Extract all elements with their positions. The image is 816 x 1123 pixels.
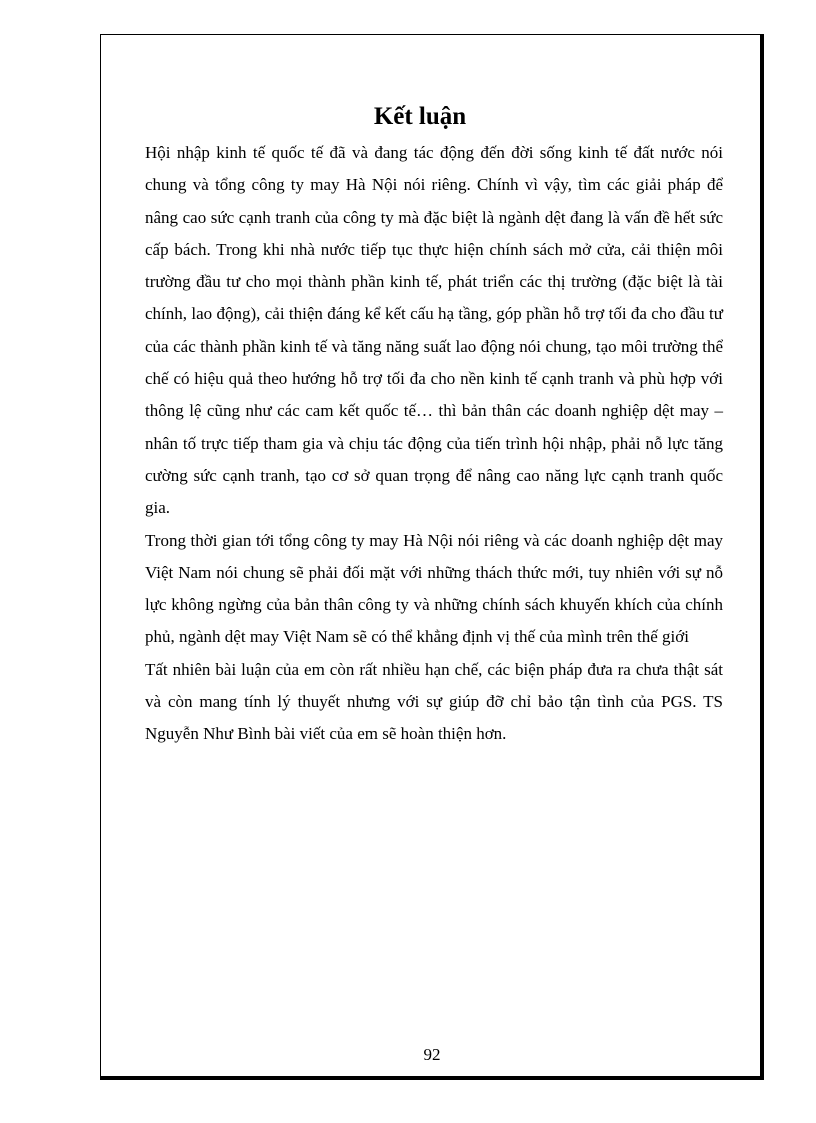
page-number: 92 bbox=[423, 1045, 441, 1064]
paragraph-1: Hội nhập kinh tế quốc tế đã và đang tác động đến đời sống kinh tế đất nước nói chung và tổng công ty may Hà Nội nói riêng. Chính vì vậy, tìm các giải pháp để nâng cao sức cạnh tranh của công ty mà đặc biệt là ngành dệt đang là vấn đề hết sức cấp bách. Trong khi nhà nước tiếp tục thực hiện chính sách mở cửa, cải thiện môi trường đầu tư cho mọi thành phần kinh tế, phát triển các thị trường (đặc biệt là tài chính, lao động), cải thiện đáng kể kết cấu hạ tầng, góp phần hỗ trợ tối đa cho đầu tư của các thành phần kinh tế và tăng năng suất lao động nói chung, tạo môi trường thể chế có hiệu quả theo hướng hỗ trợ tối đa cho nền kinh tế cạnh tranh và phù hợp với thông lệ cũng như các cam kết quốc tế… thì bản thân các doanh nghiệp dệt may – nhân tố trực tiếp tham gia và chịu tác động của tiến trình hội nhập, phải nỗ lực tăng cường sức cạnh tranh, tạo cơ sở quan trọng để nâng cao năng lực cạnh tranh quốc gia. bbox=[145, 143, 723, 518]
paragraph-3: Tất nhiên bài luận của em còn rất nhiều hạn chế, các biện pháp đưa ra chưa thật sát và còn mang tính lý thuyết nhưng với sự giúp đỡ chỉ bảo tận tình của PGS. TS Nguyễn Như Bình bài viết của em sẽ hoàn thiện hơn. bbox=[145, 659, 723, 744]
body-text bbox=[145, 137, 723, 751]
paragraph-2: Trong thời gian tới tổng công ty may Hà Nội nói riêng và các doanh nghiệp dệt may Việt Nam nói chung sẽ phải đối mặt với những thách thức mới, tuy nhiên với sự nỗ lực không ngừng của bản thân công ty và những chính sách khuyến khích của chính phủ, ngành dệt may Việt Nam sẽ có thể khẳng định vị thế của mình trên thế giới bbox=[145, 530, 723, 647]
page-title: Kết luận bbox=[373, 103, 467, 130]
